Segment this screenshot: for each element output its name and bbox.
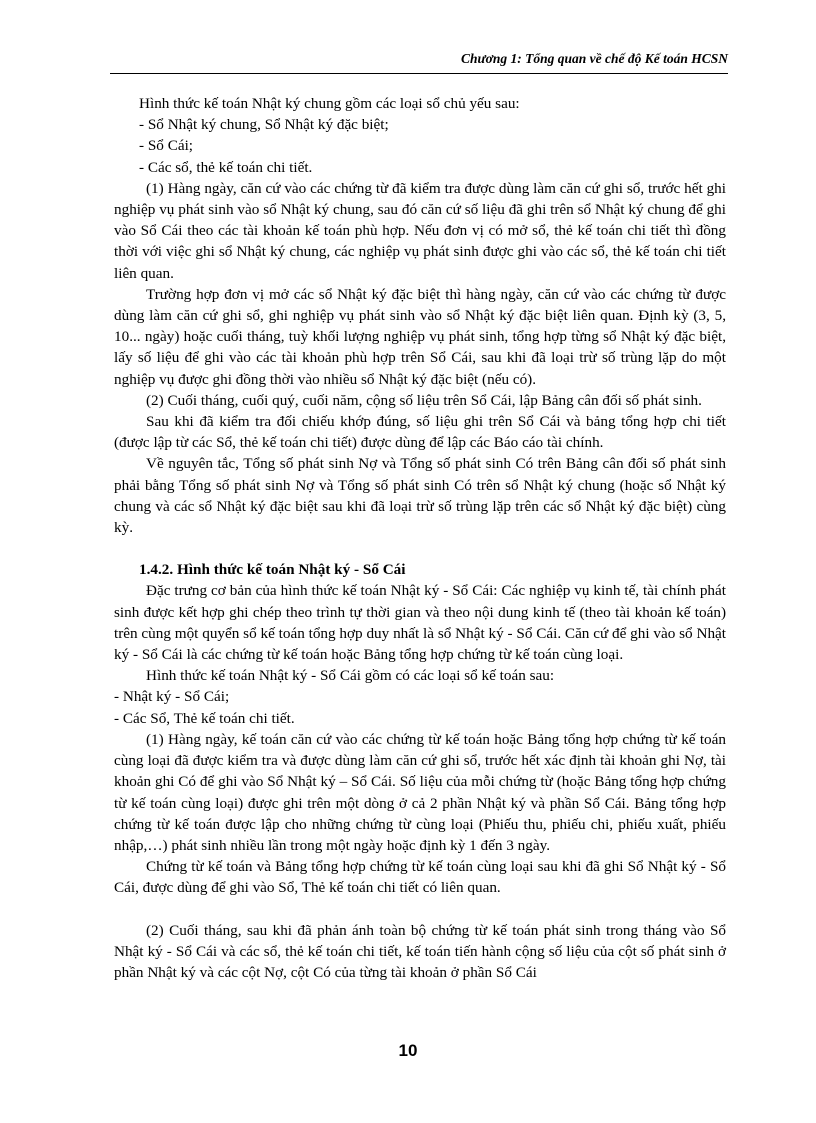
- paragraph: Chứng từ kế toán và Bảng tổng hợp chứng từ kế toán cùng loại sau khi đã ghi Sổ Nhật ký - Sổ Cái, được dùng để ghi vào Sổ, Thẻ kế toán chi tiết có liên quan.: [114, 858, 726, 897]
- page-body: [114, 93, 726, 983]
- list-item: - Các Sổ, Thẻ kế toán chi tiết.: [114, 709, 295, 727]
- paragraph: (2) Cuối tháng, cuối quý, cuối năm, cộng số liệu trên Sổ Cái, lập Bảng cân đối số phát sinh.: [146, 391, 702, 409]
- paragraph: (1) Hàng ngày, căn cứ vào các chứng từ đã kiểm tra được dùng làm căn cứ ghi sổ, trước hết ghi nghiệp vụ phát sinh vào sổ Nhật ký chung, sau đó căn cứ số liệu đã ghi trên sổ Nhật ký chung để ghi vào Sổ Cái theo các tài khoản kế toán phù hợp. Nếu đơn vị có mở sổ, thẻ kế toán chi tiết thì đồng thời với việc ghi sổ Nhật ký chung, các nghiệp vụ phát sinh được ghi vào các sổ, thẻ kế toán chi tiết liên quan.: [114, 179, 726, 282]
- paragraph: (2) Cuối tháng, sau khi đã phản ánh toàn bộ chứng từ kế toán phát sinh trong tháng vào Sổ Nhật ký - Sổ Cái và các sổ, thẻ kế toán chi tiết, kế toán tiến hành cộng số liệu của cột số phát sinh ở phần Nhật ký và các cột Nợ, cột Có của từng tài khoản ở phần Sổ Cái: [114, 921, 726, 981]
- section-heading: 1.4.2. Hình thức kế toán Nhật ký - Sổ Cái: [139, 561, 406, 579]
- paragraph: Đặc trưng cơ bản của hình thức kế toán Nhật ký - Sổ Cái: Các nghiệp vụ kinh tế, tài chính phát sinh được kết hợp ghi chép theo trình tự thời gian và theo nội dung kinh tế (theo tài khoản kế toán) trên cùng một quyển sổ kế toán tổng hợp duy nhất là sổ Nhật ký - Sổ Cái. Căn cứ để ghi vào sổ Nhật ký - Sổ Cái là các chứng từ kế toán hoặc Bảng tổng hợp chứng từ kế toán cùng loại.: [114, 582, 726, 664]
- paragraph: Về nguyên tắc, Tổng số phát sinh Nợ và Tổng số phát sinh Có trên Bảng cân đối số phát sinh phải bằng Tổng số phát sinh Nợ và Tổng số phát sinh Có trên sổ Nhật ký chung (hoặc sổ Nhật ký chung và các sổ Nhật ký đặc biệt sau khi đã loại trừ số trùng lặp trên các sổ Nhật ký đặc biệt) cùng kỳ.: [114, 455, 726, 537]
- header-divider: [110, 73, 728, 74]
- list-intro: Hình thức kế toán Nhật ký - Sổ Cái gồm có các loại sổ kế toán sau:: [146, 667, 555, 685]
- section-1-intro: Hình thức kế toán Nhật ký chung gồm các loại sổ chủ yếu sau:: [139, 95, 520, 112]
- list-item: - Nhật ký - Sổ Cái;: [114, 688, 230, 706]
- section-spacer: [114, 538, 726, 559]
- paragraph-spacer: [114, 899, 726, 920]
- paragraph: Sau khi đã kiểm tra đối chiếu khớp đúng, số liệu ghi trên Sổ Cái và bảng tổng hợp chi tiết (được lập từ các Sổ, thẻ kế toán chi tiết) được dùng để lập các Báo cáo tài chính.: [114, 413, 726, 452]
- paragraph: (1) Hàng ngày, kế toán căn cứ vào các chứng từ kế toán hoặc Bảng tổng hợp chứng từ kế toán cùng loại đã được kiểm tra và được dùng làm căn cứ ghi sổ, trước hết xác định tài khoản ghi Nợ, tài khoản ghi Có để ghi vào Sổ Nhật ký – Sổ Cái. Số liệu của mỗi chứng từ (hoặc Bảng tổng hợp chứng từ kế toán cùng loại) được ghi trên một dòng ở cả 2 phần Nhật ký và phần Sổ Cái. Bảng tổng hợp chứng từ kế toán được lập cho những chứng từ cùng loại (Phiếu thu, phiếu chi, phiếu xuất, phiếu nhập,…) phát sinh nhiều lần trong một ngày hoặc định kỳ 1 đến 3 ngày.: [114, 730, 726, 854]
- list-item: - Các sổ, thẻ kế toán chi tiết.: [139, 158, 313, 176]
- list-item: - Sổ Cái;: [139, 137, 194, 155]
- list-item: - Sổ Nhật ký chung, Sổ Nhật ký đặc biệt;: [139, 116, 389, 134]
- paragraph: Trường hợp đơn vị mở các sổ Nhật ký đặc biệt thì hàng ngày, căn cứ vào các chứng từ được dùng làm căn cứ ghi sổ, ghi nghiệp vụ phát sinh vào sổ Nhật ký đặc biệt liên quan. Định kỳ (3, 5, 10... ngày) hoặc cuối tháng, tuỳ khối lượng nghiệp vụ phát sinh, tổng hợp từng sổ Nhật ký đặc biệt, lấy số liệu để ghi vào các tài khoản phù hợp trên Sổ Cái, sau khi đã loại trừ số trùng lặp do một nghiệp vụ được ghi đồng thời vào nhiều sổ Nhật ký đặc biệt (nếu có).: [114, 285, 726, 388]
- page-number: 10: [398, 1041, 418, 1060]
- chapter-header: Chương 1: Tổng quan về chế độ Kế toán HCSN: [461, 51, 728, 66]
